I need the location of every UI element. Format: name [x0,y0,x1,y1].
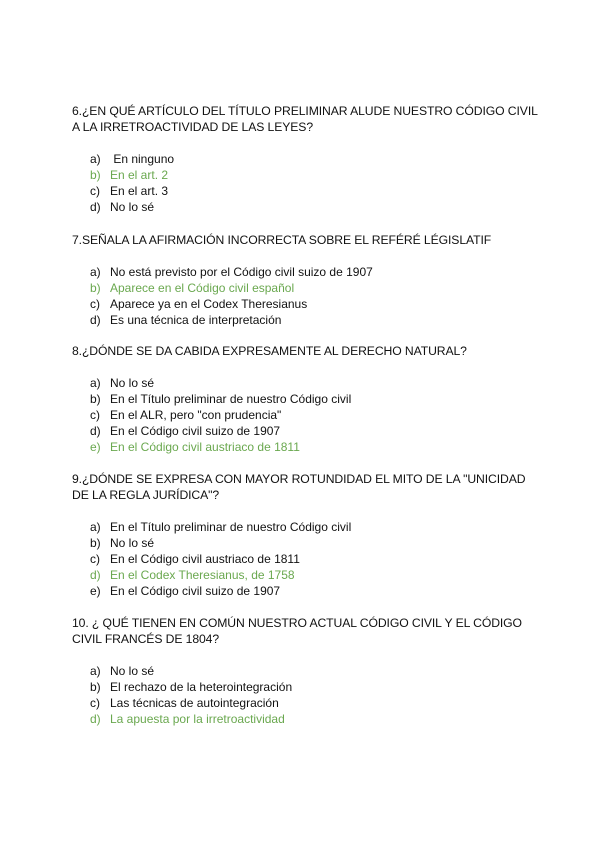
option-c: c) Aparece ya en el Codex Theresianus [90,297,308,311]
option-c: c) En el Código civil austriaco de 1811 [90,552,300,566]
question-9 [72,471,542,599]
option-list [72,519,542,599]
option-b-correct: b) En el art. 2 [90,168,169,182]
option-b: b) No lo sé [90,536,155,550]
question-text: 7.SEÑALA LA AFIRMACIÓN INCORRECTA SOBRE EL REFÉRÉ LÉGISLATIF [72,233,492,247]
question-text: 9.¿DÓNDE SE EXPRESA CON MAYOR ROTUNDIDAD EL MITO DE LA "UNICIDAD DE LA REGLA JURÍDICA"? [72,472,526,502]
option-e: e) En el Código civil suizo de 1907 [90,584,281,598]
option-b: b) El rechazo de la heterointegración [90,680,293,694]
option-d: d) No lo sé [90,200,155,214]
option-d: d) Es una técnica de interpretación [90,313,282,327]
option-b: b) En el Título preliminar de nuestro Código civil [90,392,352,406]
question-6 [72,103,542,215]
question-text: 10. ¿ QUÉ TIENEN EN COMÚN NUESTRO ACTUAL CÓDIGO CIVIL Y EL CÓDIGO CIVIL FRANCÉS DE 1804? [72,616,522,646]
option-c: c) En el ALR, pero "con prudencia" [90,408,282,422]
question-text: 6.¿EN QUÉ ARTÍCULO DEL TÍTULO PRELIMINAR ALUDE NUESTRO CÓDIGO CIVIL A LA IRRETROACTIVIDAD DE LAS LEYES? [72,104,538,134]
option-list [72,663,542,727]
option-c: c) En el art. 3 [90,184,169,198]
option-a: a) En ninguno [90,152,175,166]
option-c: c) Las técnicas de autointegración [90,696,279,710]
option-b-correct: b) Aparece en el Código civil español [90,281,295,295]
option-d-correct: d) En el Codex Theresianus, de 1758 [90,568,295,582]
option-a: a) En el Título preliminar de nuestro Código civil [90,520,352,534]
question-10 [72,615,542,727]
question-7 [72,232,542,328]
option-d-correct: d) La apuesta por la irretroactividad [90,712,285,726]
question-text: 8.¿DÓNDE SE DA CABIDA EXPRESAMENTE AL DERECHO NATURAL? [72,344,467,358]
option-e-correct: e) En el Código civil austriaco de 1811 [90,440,300,454]
option-a: a) No lo sé [90,664,155,678]
option-a: a) No lo sé [90,376,155,390]
option-a: a) No está previsto por el Código civil suizo de 1907 [90,265,373,279]
option-list [72,151,542,215]
question-8 [72,343,542,455]
option-d: d) En el Código civil suizo de 1907 [90,424,281,438]
option-list [72,375,542,455]
option-list [72,264,542,328]
